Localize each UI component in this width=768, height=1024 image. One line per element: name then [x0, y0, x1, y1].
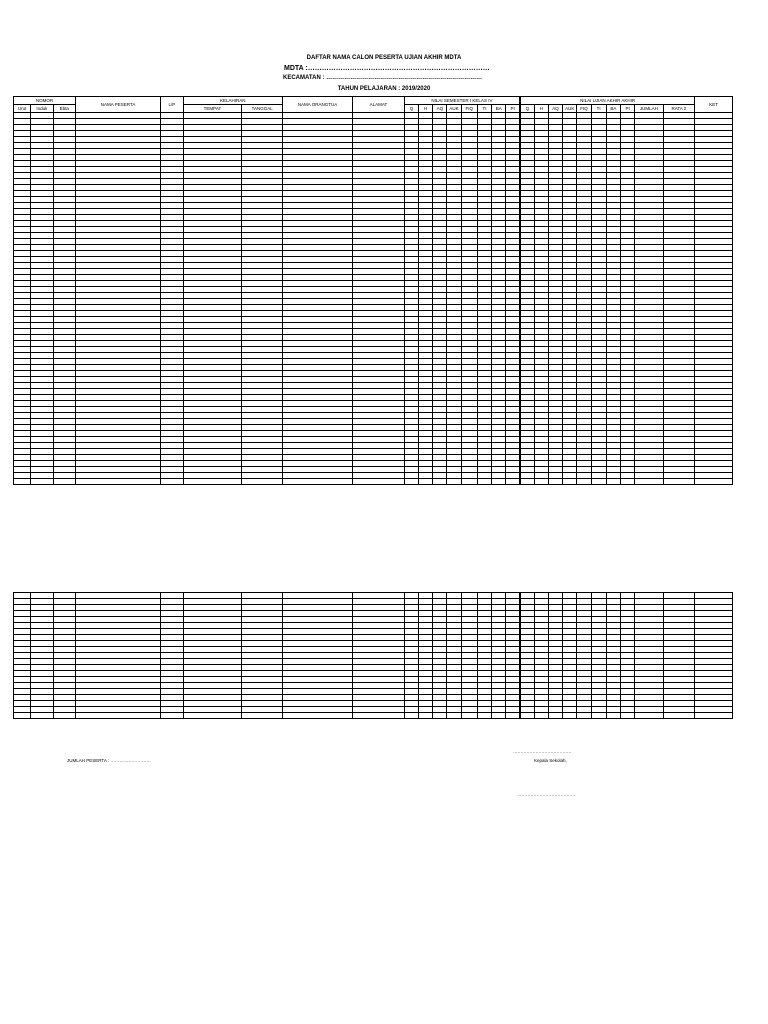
continuation-table — [13, 592, 733, 719]
header-uj-q: Q — [520, 105, 534, 113]
continuation-rows — [14, 593, 733, 719]
table-cell — [283, 713, 353, 719]
document-title: DAFTAR NAMA CALON PESERTA UJIAN AKHIR MDTA — [306, 55, 462, 61]
table-cell — [353, 713, 405, 719]
header-uj-ba: BA — [606, 105, 620, 113]
table-cell — [477, 479, 491, 485]
header-sem-pi: PI — [506, 105, 520, 113]
table-cell — [283, 479, 353, 485]
table-cell — [663, 479, 695, 485]
header-uj-pi: PI — [620, 105, 634, 113]
table-cell — [404, 479, 418, 485]
table-cell — [606, 713, 620, 719]
table-row — [14, 713, 733, 719]
table-cell — [447, 479, 461, 485]
header-uj-fiq: FIQ — [577, 105, 591, 113]
header-sem-fiq: FIQ — [461, 105, 477, 113]
table-cell — [353, 479, 405, 485]
table-cell — [534, 479, 548, 485]
table-cell — [31, 479, 53, 485]
header-nama-orangtua: NAMA ORANGTUA — [283, 97, 353, 113]
header-uj-h: H — [534, 105, 548, 113]
header-sem-ba: BA — [492, 105, 506, 113]
table-cell — [620, 713, 634, 719]
header-nomor: NOMOR — [14, 97, 76, 105]
table-cell — [183, 479, 242, 485]
tahun-pelajaran: TAHUN PELAJARAN : 2019/2020 — [337, 86, 431, 92]
header-nilai-semester: NILAI SEMESTER I KELAS IV — [404, 97, 520, 105]
table-cell — [183, 713, 242, 719]
table-cell — [161, 713, 183, 719]
table-cell — [534, 713, 548, 719]
table-cell — [31, 713, 53, 719]
table-cell — [492, 479, 506, 485]
table-row — [14, 479, 733, 485]
header-sem-q: Q — [404, 105, 418, 113]
header-jumlah: JUMLAH — [635, 105, 663, 113]
table-cell — [506, 479, 520, 485]
table-cell — [577, 479, 591, 485]
signature-line: ………………………………… — [517, 792, 576, 797]
table-cell — [419, 479, 433, 485]
table-cell — [419, 713, 433, 719]
table-cell — [433, 479, 447, 485]
table-cell — [447, 713, 461, 719]
header-rata: RATA 2 — [663, 105, 695, 113]
header-tempat: TEMPAT — [183, 105, 242, 113]
table-cell — [591, 479, 606, 485]
table-cell — [242, 713, 283, 719]
header-ebta: Ebta — [53, 105, 75, 113]
participant-rows — [14, 113, 733, 485]
table-cell — [506, 713, 520, 719]
table-cell — [433, 713, 447, 719]
table-cell — [563, 479, 577, 485]
table-cell — [548, 713, 562, 719]
header-nilai-ujian: NILAI UJIAN AKHIR AKHIR — [520, 97, 695, 105]
table-cell — [695, 479, 733, 485]
date-line: ………………………………… — [513, 749, 572, 754]
table-cell — [520, 479, 534, 485]
table-cell — [75, 479, 160, 485]
header-uj-auk: AUK — [563, 105, 577, 113]
header-sem-aq: AQ — [433, 105, 447, 113]
table-cell — [492, 713, 506, 719]
table-cell — [461, 713, 477, 719]
table-cell — [635, 713, 663, 719]
kepala-sekolah-label: Kepala Sekolah, — [534, 758, 567, 763]
table-cell — [591, 713, 606, 719]
header-sem-ti: TI — [477, 105, 491, 113]
table-cell — [14, 713, 31, 719]
table-cell — [620, 479, 634, 485]
header-nama-peserta: NAMA PESERTA — [75, 97, 160, 113]
table-cell — [606, 479, 620, 485]
table-cell — [404, 713, 418, 719]
kecamatan-line: KECAMATAN : …………………………………………………………………… — [283, 75, 483, 81]
table-cell — [75, 713, 160, 719]
header-sem-auk: AUK — [447, 105, 461, 113]
participant-table — [13, 96, 733, 485]
header-urut: Urut — [14, 105, 31, 113]
header-lp: L/P — [161, 97, 183, 113]
table-cell — [161, 479, 183, 485]
header-kelahiran: KELAHIRAN — [183, 97, 283, 105]
table-cell — [663, 713, 694, 719]
table-cell — [14, 479, 31, 485]
header-induk: Induk — [31, 105, 53, 113]
mdta-line: MDTA :…………………………………………………………………… — [284, 65, 490, 72]
header-alamat: ALAMAT — [353, 97, 405, 113]
header-tanggal: TANGGAL — [242, 105, 283, 113]
table-cell — [477, 713, 491, 719]
table-cell — [563, 713, 577, 719]
header-uj-ti: TI — [591, 105, 606, 113]
header-uj-aq: AQ — [548, 105, 562, 113]
table-cell — [53, 479, 75, 485]
table-cell — [461, 479, 477, 485]
table-cell — [548, 479, 562, 485]
table-cell — [242, 479, 283, 485]
jumlah-peserta: JUMLAH PESERTA : ……………………… — [67, 758, 151, 763]
header-sem-h: H — [419, 105, 433, 113]
table-cell — [520, 713, 534, 719]
table-cell — [577, 713, 591, 719]
table-cell — [695, 713, 733, 719]
table-cell — [53, 713, 75, 719]
header-ket: KET — [695, 97, 733, 113]
table-cell — [635, 479, 663, 485]
